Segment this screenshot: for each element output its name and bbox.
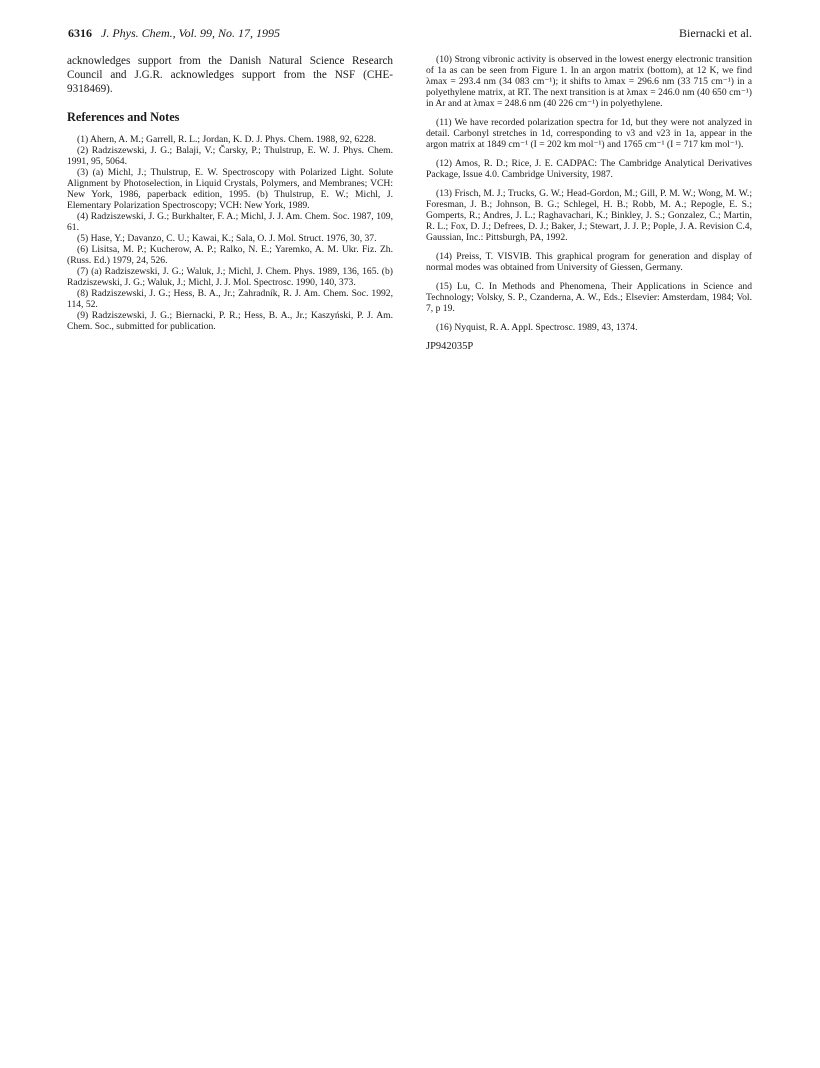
reference-15: (15) Lu, C. In Methods and Phenomena, Their Applications in Science and Technology; Volsky, S. P., Czanderna, A. W., Eds.; Elsevier: Amsterdam, 1984; Vol. 7, p 19. — [426, 281, 752, 314]
reference-5: (5) Hase, Y.; Davanzo, C. U.; Kawai, K.; Sala, O. J. Mol. Struct. 1976, 30, 37. — [77, 233, 377, 244]
references-heading: References and Notes — [67, 110, 180, 124]
reference-2: (2) Radziszewski, J. G.; Balaji, V.; Čarsky, P.; Thulstrup, E. W. J. Phys. Chem. 1991, 95, 5064. — [67, 145, 393, 167]
reference-1: (1) Ahern, A. M.; Garrell, R. L.; Jordan, K. D. J. Phys. Chem. 1988, 92, 6228. — [77, 134, 376, 145]
reference-7: (7) (a) Radziszewski, J. G.; Waluk, J.; Michl, J. Chem. Phys. 1989, 136, 165. (b) Radziszewski, J. G.; Waluk, J.; Michl, J. J. Mol. Spectrosc. 1990, 140, 373. — [67, 266, 393, 288]
reference-13: (13) Frisch, M. J.; Trucks, G. W.; Head-Gordon, M.; Gill, P. M. W.; Wong, M. W.; Foresman, J. B.; Johnson, B. G.; Schlegel, H. B.; Robb, M. A.; Repogle, E. S.; Gomperts, R.; Andres, J. L.; Raghavachari, K.; Binkley, J. S.; Gonzalez, C.; Martin, R. L.; Fox, D. J.; Defrees, D. J.; Baker, J.; Stewart, J. J. P.; Pople, J. A. Revision C.4, Gaussian, Inc.: Pittsburgh, PA, 1992. — [426, 188, 752, 243]
journal-citation: J. Phys. Chem., Vol. 99, No. 17, 1995 — [101, 26, 280, 40]
page-number: 6316 — [68, 26, 92, 40]
left-column — [67, 54, 393, 332]
acknowledgment-text: acknowledges support from the Danish Natural Science Research Council and J.G.R. acknowledges support from the NSF (CHE-9318469). — [67, 55, 393, 95]
reference-14: (14) Preiss, T. VISVIB. This graphical program for generation and display of normal modes was obtained from University of Giessen, Germany. — [426, 251, 752, 273]
reference-6: (6) Lisitsa, M. P.; Kucherow, A. P.; Ralko, N. E.; Yaremko, A. M. Ukr. Fiz. Zh. (Russ. Ed.) 1979, 24, 526. — [67, 244, 393, 266]
reference-8: (8) Radziszewski, J. G.; Hess, B. A., Jr.; Zahradník, R. J. Am. Chem. Soc. 1992, 114, 52. — [67, 288, 393, 310]
reference-11: (11) We have recorded polarization spectra for 1d, but they were not analyzed in detail. Carbonyl stretches in 1d, corresponding to ν3 and ν23 in 1a, appear in the argon matrix at 1849 cm⁻¹ (I = 202 km mol⁻¹) and 1765 cm⁻¹ (I = 717 km mol⁻¹). — [426, 117, 752, 150]
reference-4: (4) Radziszewski, J. G.; Burkhalter, F. A.; Michl, J. J. Am. Chem. Soc. 1987, 109, 61. — [67, 211, 393, 233]
reference-16: (16) Nyquist, R. A. Appl. Spectrosc. 1989, 43, 1374. — [436, 322, 638, 333]
running-authors: Biernacki et al. — [679, 26, 752, 40]
running-header — [68, 26, 752, 44]
manuscript-id: JP942035P — [426, 341, 474, 352]
reference-3: (3) (a) Michl, J.; Thulstrup, E. W. Spectroscopy with Polarized Light. Solute Alignment by Photoselection, in Liquid Crystals, Polymers, and Membranes; VCH: New York, 1986, paperback edition, 1995. (b) Thulstrup, E. W.; Michl, J. Elementary Polarization Spectroscopy; VCH: New York, 1989. — [67, 167, 393, 211]
reference-10: (10) Strong vibronic activity is observed in the lowest energy electronic transition of 1a as can be seen from Figure 1. In an argon matrix (bottom), at 12 K, we find λmax = 293.4 nm (34 083 cm⁻¹); it shifts to λmax = 296.6 nm (33 715 cm⁻¹) in a polyethylene matrix, at RT. The next transition is at λmax = 246.0 nm (40 650 cm⁻¹) in Ar and at λmax = 248.6 nm (40 226 cm⁻¹) in polyethylene. — [426, 54, 752, 109]
reference-9: (9) Radziszewski, J. G.; Biernacki, P. R.; Hess, B. A., Jr.; Kaszyński, P. J. Am. Chem. Soc., submitted for publication. — [67, 310, 393, 332]
reference-12: (12) Amos, R. D.; Rice, J. E. CADPAC: The Cambridge Analytical Derivatives Package, Issue 4.0. Cambridge University, 1987. — [426, 158, 752, 180]
right-column — [426, 54, 752, 352]
